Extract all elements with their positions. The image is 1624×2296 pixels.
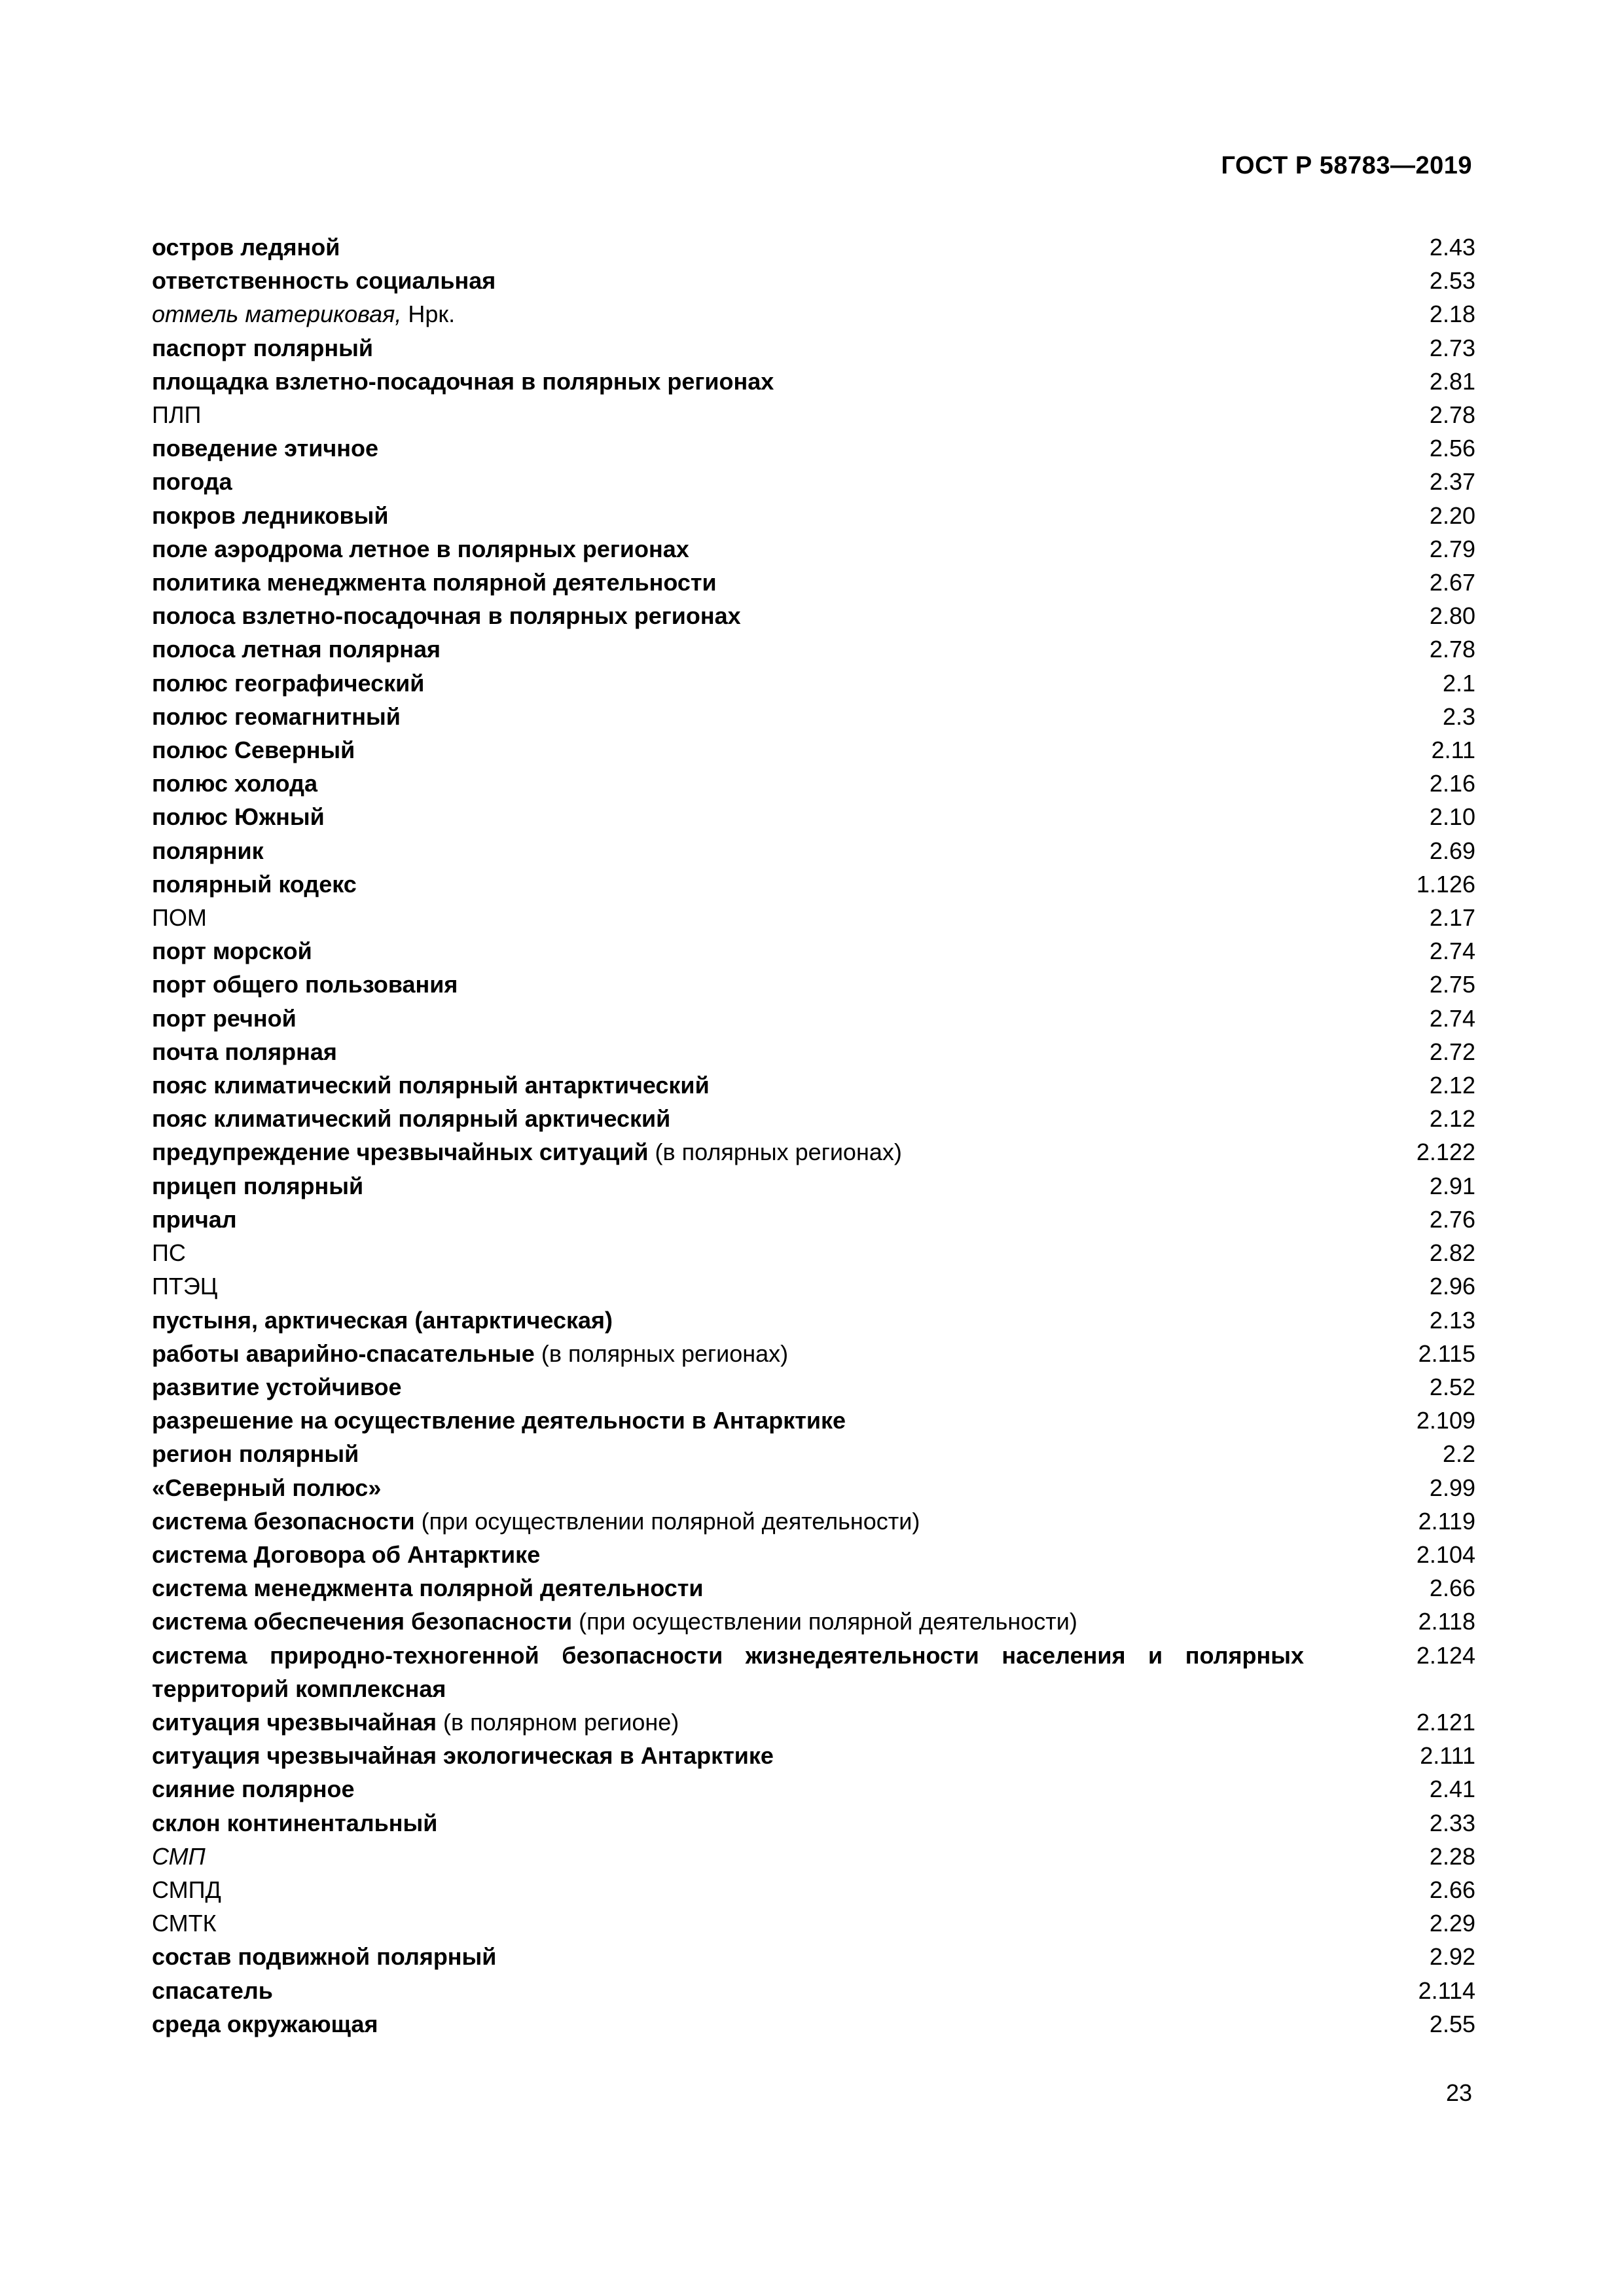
term-part: СМП	[152, 1842, 206, 1870]
index-reference: 2.43	[1429, 234, 1475, 261]
term-part: ситуация чрезвычайная экологическая в Антарктике	[152, 1742, 774, 1770]
index-reference: 2.69	[1429, 837, 1475, 864]
term-part: (при осуществлении полярной деятельности)	[414, 1507, 920, 1535]
term-part: паспорт полярный	[152, 334, 373, 361]
index-reference: 2.55	[1429, 2010, 1475, 2037]
index-term	[152, 901, 1384, 934]
index-term	[152, 1471, 1384, 1504]
index-term	[152, 431, 1384, 465]
index-reference: 2.114	[1418, 1977, 1475, 2004]
index-reference: 2.79	[1429, 535, 1475, 562]
index-reference: 2.81	[1429, 367, 1475, 395]
index-term	[152, 297, 1384, 331]
index-term	[152, 532, 1384, 566]
term-part: полоса взлетно-посадочная в полярных регионах	[152, 602, 741, 630]
term-part: полюс Северный	[152, 737, 355, 764]
index-term	[152, 1303, 1384, 1337]
index-term	[152, 1102, 1384, 1135]
index-reference: 2.53	[1429, 267, 1475, 295]
index-entry	[152, 465, 1475, 498]
term-part: работы аварийно-спасательные	[152, 1339, 535, 1367]
index-term	[152, 1840, 1384, 1873]
index-reference: 2.20	[1429, 501, 1475, 529]
index-entry	[152, 230, 1475, 264]
term-part: склон континентальный	[152, 1809, 438, 1836]
alphabetical-index	[152, 230, 1475, 2041]
index-term	[152, 465, 1384, 498]
index-reference: 2.74	[1429, 938, 1475, 965]
index-term	[152, 733, 1384, 767]
term-part: (в полярных регионах)	[534, 1339, 789, 1367]
index-entry	[152, 834, 1475, 867]
index-term	[152, 1437, 1384, 1470]
index-reference: 2.2	[1442, 1440, 1475, 1468]
index-entry	[152, 1605, 1475, 1638]
index-reference: 2.41	[1429, 1776, 1475, 1803]
index-term	[152, 1068, 1384, 1102]
term-part: площадка взлетно-посадочная в полярных регионах	[152, 367, 774, 395]
index-reference: 2.10	[1429, 803, 1475, 831]
term-part: погода	[152, 468, 232, 496]
term-part: порт общего пользования	[152, 971, 458, 998]
term-part: развитие устойчивое	[152, 1373, 402, 1400]
index-term	[152, 700, 1384, 733]
index-entry	[152, 599, 1475, 632]
index-term	[152, 1404, 1384, 1437]
index-term	[152, 1705, 1384, 1739]
index-entry	[152, 1772, 1475, 1806]
term-part: ПЛП	[152, 401, 202, 429]
index-term	[152, 1135, 1384, 1169]
term-part: порт морской	[152, 938, 312, 965]
index-entry	[152, 365, 1475, 398]
term-part: ПОМ	[152, 904, 207, 932]
term-part: ситуация чрезвычайная	[152, 1708, 437, 1736]
index-term	[152, 834, 1384, 867]
index-reference: 2.1	[1442, 669, 1475, 697]
index-term	[152, 1873, 1384, 1906]
index-entry	[152, 1705, 1475, 1739]
term-part: (в полярном регионе)	[437, 1708, 679, 1736]
index-reference: 2.56	[1429, 435, 1475, 462]
index-term	[152, 331, 1384, 365]
index-term	[152, 800, 1384, 833]
index-reference: 2.13	[1429, 1306, 1475, 1334]
term-part: поле аэродрома летное в полярных регионах	[152, 535, 689, 562]
term-part: отмель материковая,	[152, 301, 402, 328]
index-entry	[152, 2007, 1475, 2041]
index-entry	[152, 1337, 1475, 1370]
index-entry	[152, 632, 1475, 666]
index-reference: 2.75	[1429, 971, 1475, 998]
index-reference: 2.122	[1416, 1139, 1475, 1166]
term-part: пояс климатический полярный антарктический	[152, 1072, 710, 1099]
term-part: остров ледяной	[152, 234, 340, 261]
index-reference: 2.17	[1429, 904, 1475, 932]
index-reference: 2.29	[1429, 1910, 1475, 1937]
index-term	[152, 1504, 1384, 1538]
term-part: полюс Южный	[152, 803, 325, 831]
term-part: система менеджмента полярной деятельности	[152, 1575, 704, 1602]
index-term	[152, 767, 1384, 800]
term-part: почта полярная	[152, 1038, 337, 1065]
index-reference: 2.3	[1442, 702, 1475, 730]
index-entry	[152, 398, 1475, 431]
term-part: система обеспечения безопасности	[152, 1608, 573, 1635]
index-entry	[152, 1035, 1475, 1068]
index-term	[152, 867, 1384, 901]
index-reference: 2.92	[1429, 1943, 1475, 1971]
index-reference: 2.12	[1429, 1105, 1475, 1133]
index-reference: 2.16	[1429, 770, 1475, 797]
index-term	[152, 666, 1384, 700]
index-reference: 2.91	[1429, 1172, 1475, 1199]
index-reference: 2.124	[1416, 1641, 1475, 1669]
index-reference: 2.82	[1429, 1239, 1475, 1267]
index-term	[152, 1739, 1384, 1772]
index-entry	[152, 1068, 1475, 1102]
index-term	[152, 398, 1384, 431]
index-reference: 2.28	[1429, 1842, 1475, 1870]
index-reference: 2.96	[1429, 1273, 1475, 1300]
index-reference: 2.11	[1431, 737, 1475, 764]
term-part: СМПД	[152, 1876, 221, 1903]
index-reference: 2.78	[1429, 636, 1475, 663]
term-part: порт речной	[152, 1004, 297, 1032]
index-term	[152, 1035, 1384, 1068]
index-term	[152, 365, 1384, 398]
index-entry	[152, 1169, 1475, 1203]
index-term	[152, 230, 1384, 264]
index-reference: 2.37	[1429, 468, 1475, 496]
index-entry	[152, 1739, 1475, 1772]
index-entry	[152, 934, 1475, 968]
index-entry	[152, 1974, 1475, 2007]
index-reference: 2.74	[1429, 1004, 1475, 1032]
index-entry	[152, 331, 1475, 365]
index-term	[152, 1806, 1384, 1840]
index-entry	[152, 1471, 1475, 1504]
term-part: система Договора об Антарктике	[152, 1540, 541, 1568]
index-reference: 1.126	[1416, 870, 1475, 898]
index-term	[152, 1203, 1384, 1236]
index-reference: 2.12	[1429, 1072, 1475, 1099]
index-term	[152, 1169, 1384, 1203]
page-number: 23	[1445, 2079, 1472, 2106]
index-entry	[152, 1873, 1475, 1906]
term-part: пустыня, арктическая (антарктическая)	[152, 1306, 613, 1334]
term-part: пояс климатический полярный арктический	[152, 1105, 671, 1133]
index-reference: 2.52	[1429, 1373, 1475, 1400]
term-part: поведение этичное	[152, 435, 379, 462]
index-term	[152, 1538, 1384, 1571]
index-reference: 2.18	[1429, 301, 1475, 328]
index-term	[152, 566, 1384, 599]
index-entry	[152, 700, 1475, 733]
index-reference: 2.72	[1429, 1038, 1475, 1065]
index-entry	[152, 1504, 1475, 1538]
index-entry	[152, 1303, 1475, 1337]
index-reference: 2.66	[1429, 1876, 1475, 1903]
term-part: среда окружающая	[152, 2010, 378, 2037]
page-header-standard-code: ГОСТ Р 58783—2019	[1221, 152, 1472, 179]
index-entry	[152, 566, 1475, 599]
term-part: (в полярных регионах)	[648, 1139, 902, 1166]
index-term	[152, 1002, 1384, 1035]
term-part: полюс холода	[152, 770, 318, 797]
term-part: полоса летная полярная	[152, 636, 441, 663]
index-term	[152, 264, 1384, 297]
index-entry	[152, 901, 1475, 934]
index-entry	[152, 1135, 1475, 1169]
term-part: полярник	[152, 837, 264, 864]
index-term	[152, 934, 1384, 968]
term-part: прицеп полярный	[152, 1172, 364, 1199]
index-entry	[152, 1840, 1475, 1873]
index-term	[152, 1906, 1384, 1940]
index-entry	[152, 968, 1475, 1001]
term-part: предупреждение чрезвычайных ситуаций	[152, 1139, 649, 1166]
index-entry	[152, 532, 1475, 566]
index-entry	[152, 733, 1475, 767]
term-part: ПТЭЦ	[152, 1273, 218, 1300]
index-entry	[152, 264, 1475, 297]
index-entry	[152, 1639, 1475, 1705]
index-entry	[152, 1370, 1475, 1404]
index-term	[152, 632, 1384, 666]
term-part: ПС	[152, 1239, 186, 1267]
index-term	[152, 499, 1384, 532]
term-part: спасатель	[152, 1977, 273, 2004]
term-part: регион полярный	[152, 1440, 359, 1468]
term-part: ответственность социальная	[152, 267, 496, 295]
index-entry	[152, 1404, 1475, 1437]
index-entry	[152, 867, 1475, 901]
index-term	[152, 2007, 1384, 2041]
index-term	[152, 1370, 1384, 1404]
index-reference: 2.33	[1429, 1809, 1475, 1836]
term-part: система природно-техногенной безопасности жизнедеятельности населения и полярных территорий комплексная	[152, 1641, 1304, 1702]
index-entry	[152, 499, 1475, 532]
index-reference: 2.99	[1429, 1474, 1475, 1501]
index-entry	[152, 1906, 1475, 1940]
index-reference: 2.80	[1429, 602, 1475, 630]
index-term	[152, 968, 1384, 1001]
term-part: полюс географический	[152, 669, 425, 697]
index-entry	[152, 1571, 1475, 1605]
index-entry	[152, 666, 1475, 700]
index-term	[152, 1236, 1384, 1269]
index-entry	[152, 800, 1475, 833]
index-entry	[152, 1203, 1475, 1236]
index-reference: 2.119	[1418, 1507, 1475, 1535]
term-part: разрешение на осуществление деятельности в Антарктике	[152, 1407, 846, 1434]
term-part: сияние полярное	[152, 1776, 355, 1803]
index-term	[152, 1269, 1384, 1303]
index-reference: 2.66	[1429, 1575, 1475, 1602]
index-entry	[152, 1940, 1475, 1973]
index-term	[152, 1639, 1356, 1705]
index-entry	[152, 1437, 1475, 1470]
index-entry	[152, 1102, 1475, 1135]
term-part: полярный кодекс	[152, 870, 357, 898]
index-reference: 2.111	[1420, 1742, 1475, 1770]
index-entry	[152, 1236, 1475, 1269]
term-part: «Северный полюс»	[152, 1474, 382, 1501]
term-part: СМТК	[152, 1910, 217, 1937]
index-term	[152, 1940, 1384, 1973]
index-entry	[152, 767, 1475, 800]
index-term	[152, 599, 1384, 632]
index-reference: 2.76	[1429, 1205, 1475, 1233]
index-reference: 2.73	[1429, 334, 1475, 361]
term-part: причал	[152, 1205, 237, 1233]
index-reference: 2.109	[1416, 1407, 1475, 1434]
term-part: (при осуществлении полярной деятельности)	[572, 1608, 1077, 1635]
index-entry	[152, 431, 1475, 465]
index-entry	[152, 1538, 1475, 1571]
index-term	[152, 1571, 1384, 1605]
index-reference: 2.67	[1429, 569, 1475, 596]
index-term	[152, 1605, 1384, 1638]
term-part: полюс геомагнитный	[152, 702, 401, 730]
term-part: состав подвижной полярный	[152, 1943, 497, 1971]
term-part: покров ледниковый	[152, 501, 389, 529]
index-entry	[152, 1002, 1475, 1035]
term-part: политика менеджмента полярной деятельности	[152, 569, 717, 596]
term-part: Нрк.	[401, 301, 456, 328]
index-term	[152, 1974, 1384, 2007]
index-term	[152, 1772, 1384, 1806]
index-reference: 2.78	[1429, 401, 1475, 429]
index-reference: 2.118	[1418, 1608, 1475, 1635]
term-part: система безопасности	[152, 1507, 415, 1535]
index-reference: 2.121	[1416, 1708, 1475, 1736]
index-reference: 2.104	[1416, 1540, 1475, 1568]
index-term	[152, 1337, 1384, 1370]
index-entry	[152, 1269, 1475, 1303]
index-entry	[152, 1806, 1475, 1840]
index-entry	[152, 297, 1475, 331]
index-reference: 2.115	[1418, 1339, 1475, 1367]
